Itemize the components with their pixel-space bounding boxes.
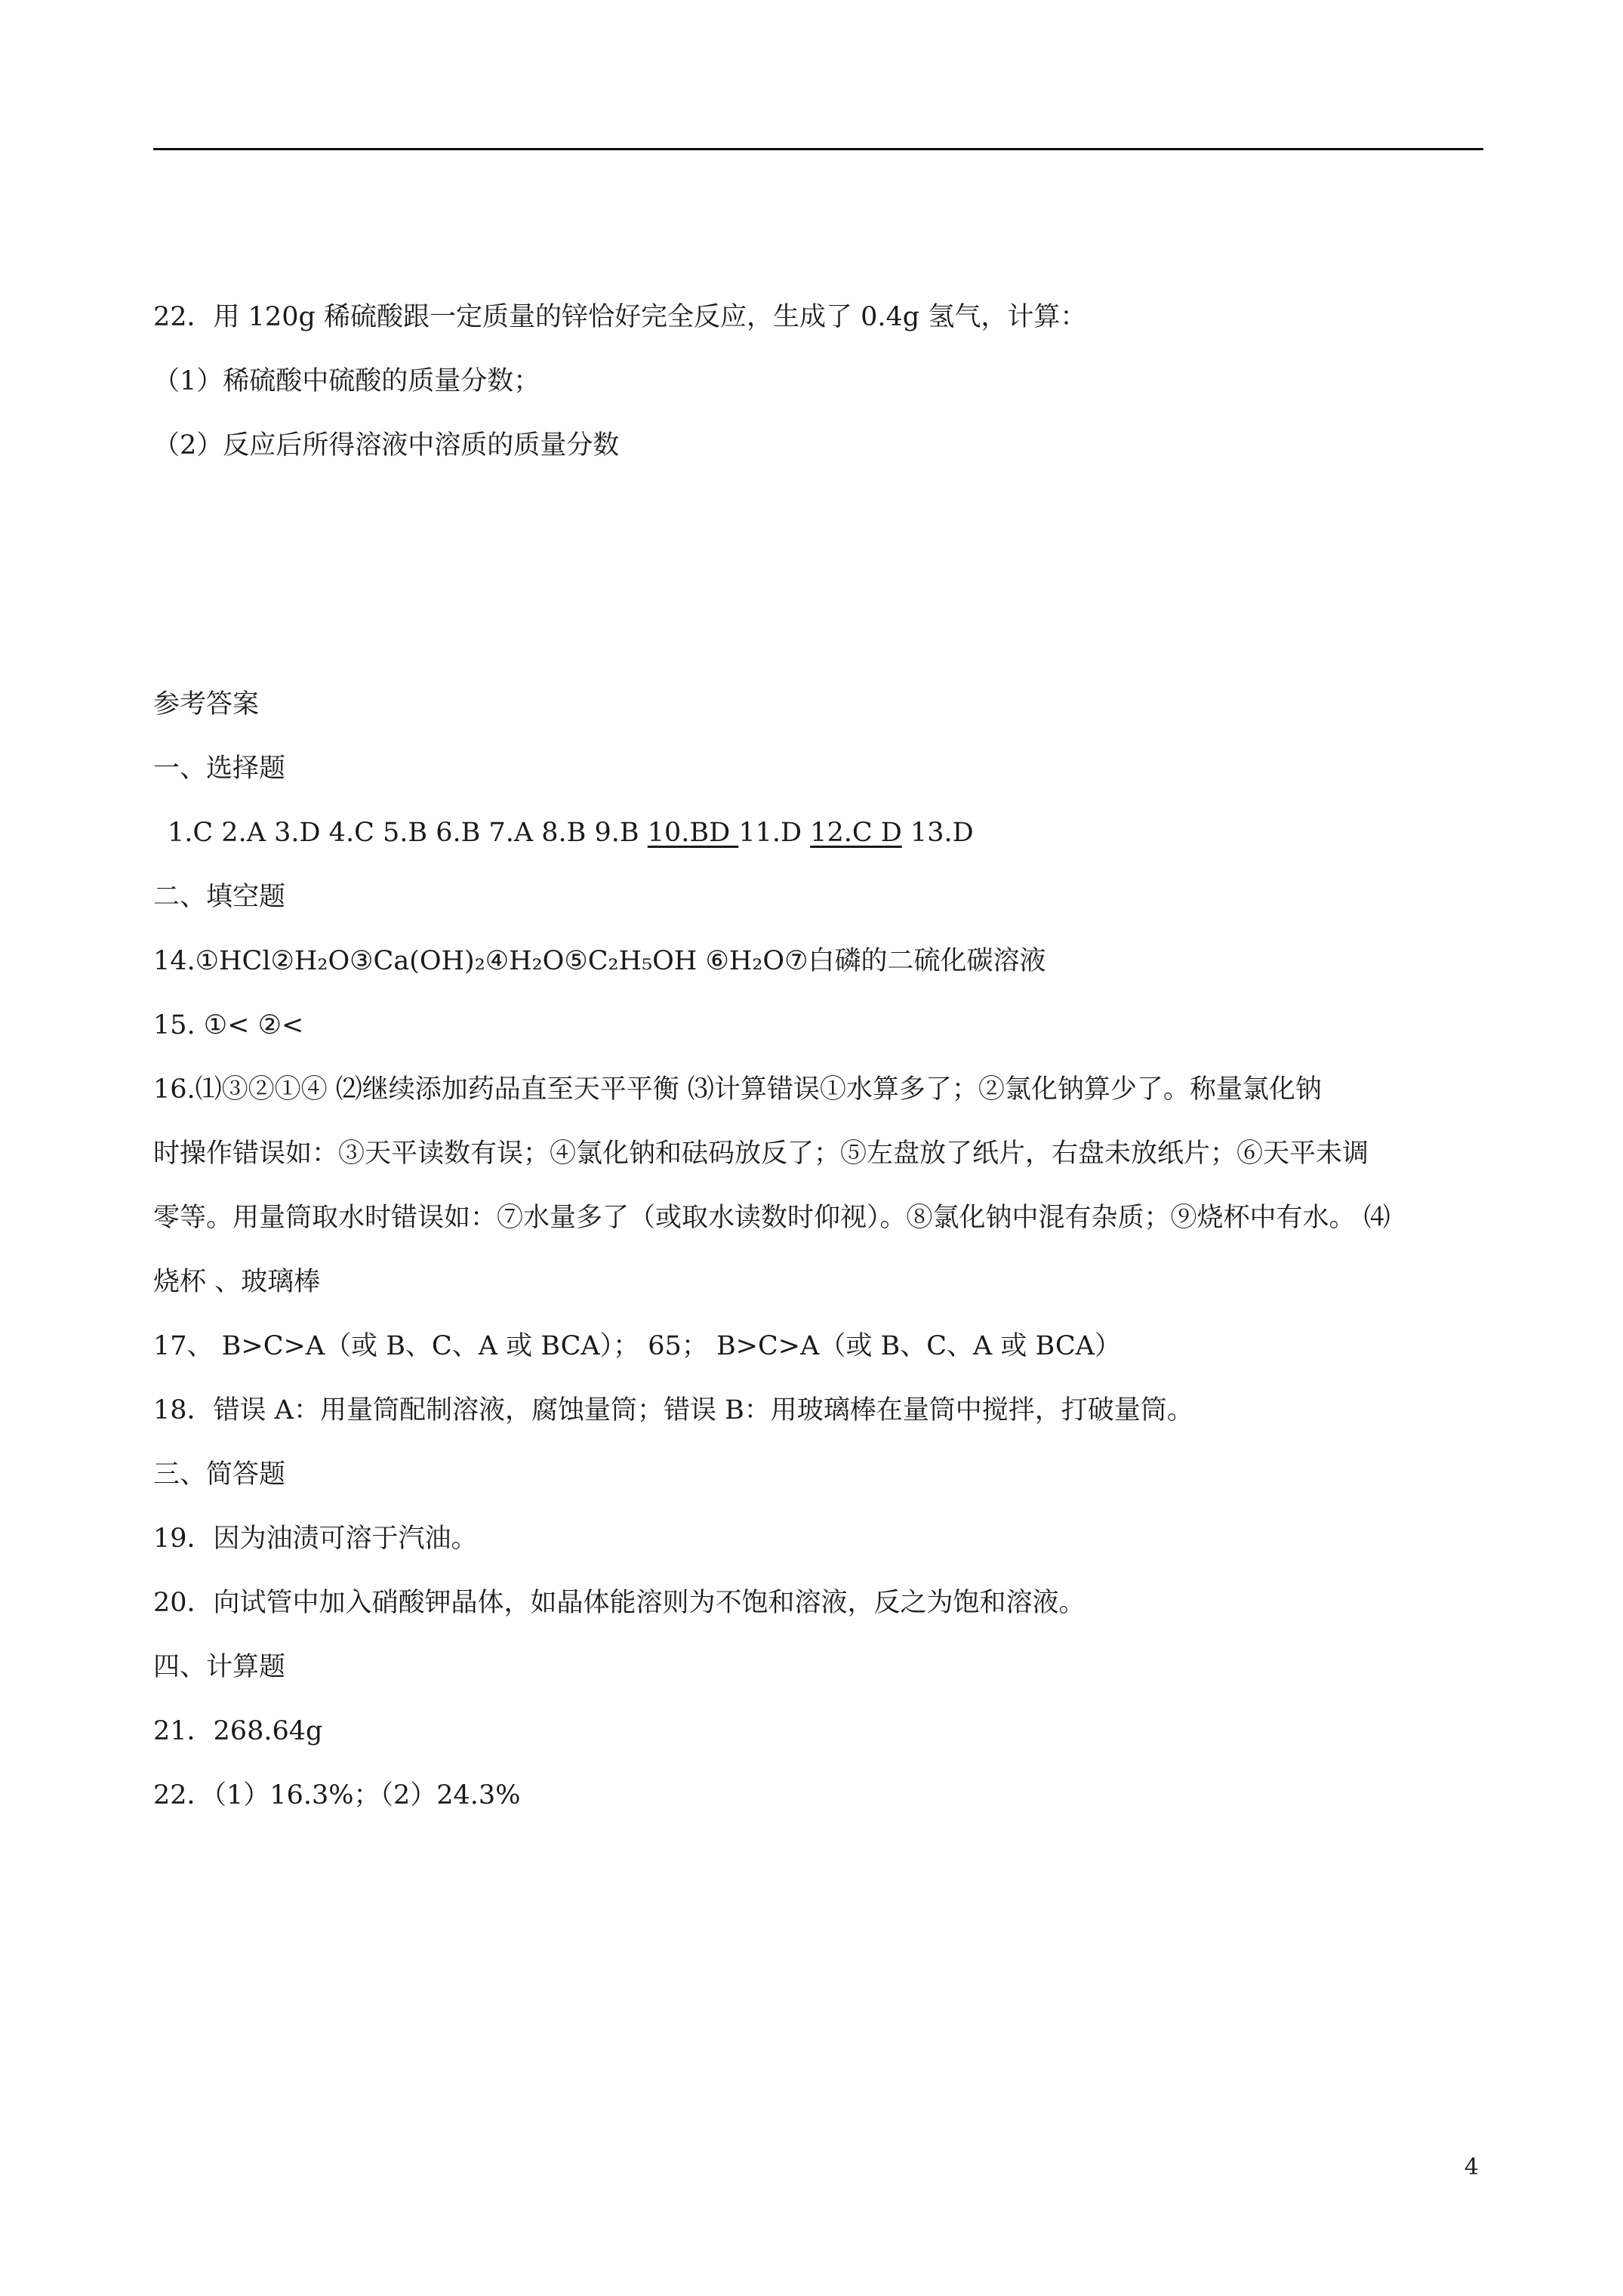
answer-14: 14.①HCl②H₂O③Ca(OH)₂④H₂O⑤C₂H₅OH ⑥H₂O⑦白磷的二硫化碳溶液: [153, 946, 1046, 976]
answer-21: 21．268.64g: [153, 1716, 323, 1746]
choice-answer-10: 10.BD: [647, 818, 739, 848]
answer-18: 18．错误 A：用量筒配制溶液，腐蚀量筒；错误 B：用玻璃棒在量筒中搅拌，打破量筒。: [153, 1395, 1193, 1425]
answer-19: 19．因为油渍可溶于汽油。: [153, 1524, 478, 1554]
answer-15: 15. ①< ②<: [153, 1010, 304, 1040]
answer-16-line4: 烧杯 、玻璃棒: [153, 1267, 321, 1297]
answers-title: 参考答案: [153, 689, 260, 720]
choice-answers-part: 1.C 2.A 3.D 4.C 5.B 6.B 7.A 8.B 9.B: [168, 818, 648, 848]
page-number: 4: [1464, 2154, 1479, 2180]
answer-16-line3: 零等。用量筒取水时错误如：⑦水量多了（或取水读数时仰视）。⑧氯化钠中混有杂质；⑨烧杯中有水。 ⑷: [153, 1203, 1390, 1233]
choice-answers: [168, 814, 974, 852]
choice-answers-part: 13.D: [901, 818, 974, 848]
section-choice-heading: 一、选择题: [153, 754, 286, 784]
answer-17: 17、 B>C>A（或 B、C、A 或 BCA）； 65； B>C>A（或 B、C、A 或 BCA）: [153, 1331, 1121, 1361]
answer-16-line2: 时操作错误如：③天平读数有误；④氯化钠和砝码放反了；⑤左盘放了纸片，右盘未放纸片；⑥天平未调: [153, 1139, 1369, 1169]
section-short-answer-heading: 三、简答题: [153, 1459, 286, 1490]
header-rule: [153, 148, 1483, 150]
answer-20: 20．向试管中加入硝酸钾晶体，如晶体能溶则为不饱和溶液，反之为饱和溶液。: [153, 1588, 1086, 1618]
question-22-stem: 22．用 120g 稀硫酸跟一定质量的锌恰好完全反应，生成了 0.4g 氢气，计算：: [153, 302, 1087, 332]
choice-answer-12: 12.C D: [810, 818, 902, 848]
question-22-part1: （1）稀硫酸中硫酸的质量分数；: [153, 366, 540, 396]
answer-16-line1: 16.⑴③②①④ ⑵继续添加药品直至天平平衡 ⑶计算错误①水算多了；②氯化钠算少了。称量氯化钠: [153, 1074, 1322, 1105]
question-22-part2: （2）反应后所得溶液中溶质的质量分数: [153, 430, 620, 461]
answer-22: 22．（1）16.3%；（2）24.3%: [153, 1780, 521, 1811]
section-calc-heading: 四、计算题: [153, 1652, 286, 1682]
section-fill-heading: 二、填空题: [153, 882, 286, 912]
choice-answers-part: 11.D: [738, 818, 811, 848]
